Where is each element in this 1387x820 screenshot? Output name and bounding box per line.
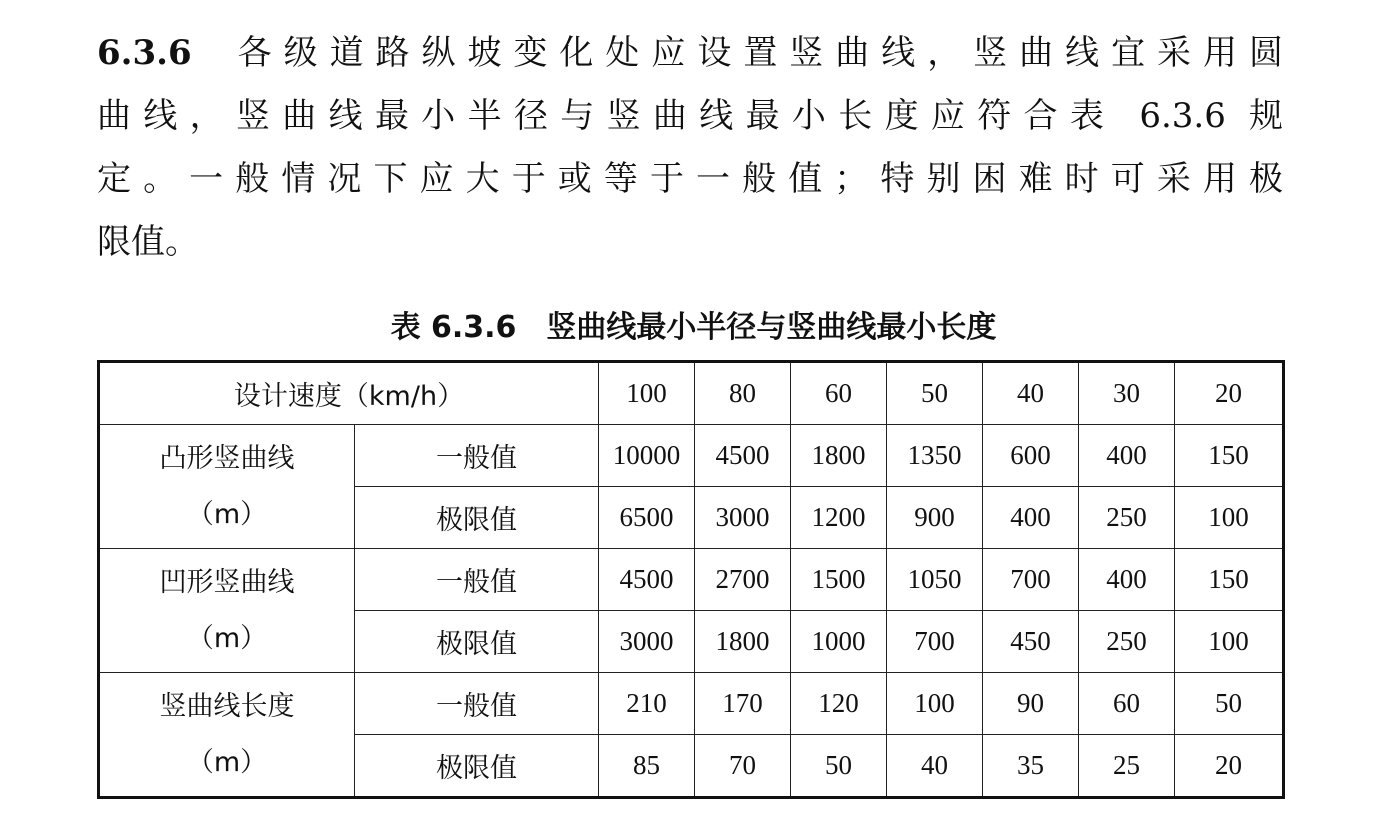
value-cell: 35	[983, 735, 1079, 798]
table-row	[99, 425, 1284, 487]
value-cell: 170	[695, 673, 791, 735]
clause-line-3: 定。一般情况下应大于或等于一般值；特别困难时可采用极	[97, 159, 1283, 199]
value-type-cell: 极限值	[355, 487, 599, 549]
value-cell: 3000	[695, 487, 791, 549]
table-row	[99, 673, 1284, 735]
value-cell: 6500	[599, 487, 695, 549]
group-label-cell	[99, 673, 355, 798]
value-cell: 900	[887, 487, 983, 549]
speed-header-cell: 60	[791, 362, 887, 425]
value-cell: 1350	[887, 425, 983, 487]
clause-line-2: 曲线，竖曲线最小半径与竖曲线最小长度应符合表 6.3.6 规	[97, 96, 1283, 136]
value-cell: 50	[791, 735, 887, 798]
value-cell: 100	[1175, 487, 1284, 549]
clause-text: 各级道路纵坡变化处应设置竖曲线，竖曲线宜采用圆	[225, 33, 1283, 73]
group-unit: （m）	[186, 622, 268, 654]
speed-header-cell: 30	[1079, 362, 1175, 425]
value-cell: 1800	[791, 425, 887, 487]
value-type-cell: 极限值	[355, 611, 599, 673]
value-type-cell: 一般值	[355, 673, 599, 735]
value-cell: 85	[599, 735, 695, 798]
table-caption	[0, 302, 1387, 346]
group-unit: （m）	[186, 746, 268, 778]
value-cell: 50	[1175, 673, 1284, 735]
value-cell: 1000	[791, 611, 887, 673]
value-cell: 700	[983, 549, 1079, 611]
vertical-curve-table	[97, 360, 1285, 799]
value-cell: 2700	[695, 549, 791, 611]
group-name: 凹形竖曲线	[159, 566, 295, 598]
design-speed-header: 设计速度（km/h）	[99, 362, 599, 425]
value-type-cell: 一般值	[355, 549, 599, 611]
group-unit: （m）	[186, 498, 268, 530]
value-type-cell: 极限值	[355, 735, 599, 798]
value-cell: 100	[1175, 611, 1284, 673]
value-cell: 1050	[887, 549, 983, 611]
clause-line-1	[97, 22, 1283, 85]
value-cell: 4500	[695, 425, 791, 487]
value-cell: 250	[1079, 611, 1175, 673]
value-cell: 10000	[599, 425, 695, 487]
value-cell: 150	[1175, 425, 1284, 487]
value-cell: 3000	[599, 611, 695, 673]
value-cell: 400	[1079, 425, 1175, 487]
value-type-cell: 一般值	[355, 425, 599, 487]
value-cell: 400	[1079, 549, 1175, 611]
table-row	[99, 549, 1284, 611]
clause-paragraph	[97, 22, 1283, 274]
value-cell: 1500	[791, 549, 887, 611]
value-cell: 450	[983, 611, 1079, 673]
clause-number: 6.3.6	[97, 33, 192, 73]
value-cell: 250	[1079, 487, 1175, 549]
value-cell: 400	[983, 487, 1079, 549]
group-label-cell	[99, 549, 355, 673]
speed-header-cell: 50	[887, 362, 983, 425]
value-cell: 70	[695, 735, 791, 798]
speed-header-cell: 40	[983, 362, 1079, 425]
value-cell: 1800	[695, 611, 791, 673]
value-cell: 90	[983, 673, 1079, 735]
caption-title: 竖曲线最小半径与竖曲线最小长度	[546, 310, 997, 345]
value-cell: 150	[1175, 549, 1284, 611]
value-cell: 210	[599, 673, 695, 735]
speed-header-cell: 100	[599, 362, 695, 425]
value-cell: 25	[1079, 735, 1175, 798]
value-cell: 60	[1079, 673, 1175, 735]
header-row	[99, 362, 1284, 425]
speed-header-cell: 20	[1175, 362, 1284, 425]
value-cell: 120	[791, 673, 887, 735]
group-name: 竖曲线长度	[159, 690, 295, 722]
value-cell: 40	[887, 735, 983, 798]
clause-line-4: 限值。	[97, 222, 199, 262]
caption-number: 表 6.3.6	[390, 310, 517, 345]
speed-header-cell: 80	[695, 362, 791, 425]
value-cell: 600	[983, 425, 1079, 487]
value-cell: 1200	[791, 487, 887, 549]
value-cell: 4500	[599, 549, 695, 611]
group-name: 凸形竖曲线	[159, 442, 295, 474]
value-cell: 100	[887, 673, 983, 735]
value-cell: 20	[1175, 735, 1284, 798]
group-label-cell	[99, 425, 355, 549]
value-cell: 700	[887, 611, 983, 673]
